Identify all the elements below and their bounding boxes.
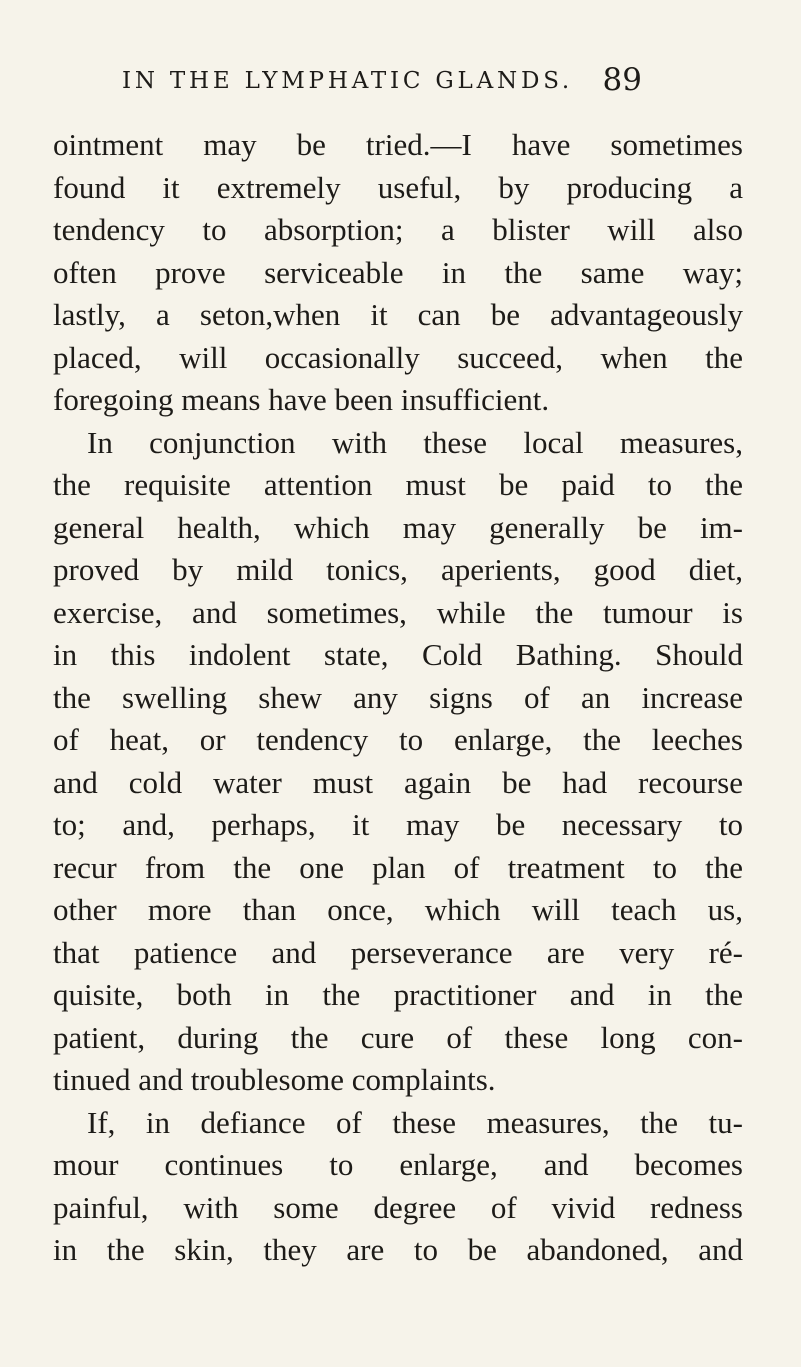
text-line: If, in defiance of these measures, the tu- [87,1104,743,1140]
text-line: general health, which may generally be im- [53,509,743,545]
text-line: In conjunction with these local measures, [87,424,743,460]
text-line: the requisite attention must be paid to the [53,467,743,502]
text-line: and cold water must again be had recourse [53,764,743,800]
text-line: in the skin, they are to be abandoned, and [53,1232,743,1267]
text-line: ointment may be tried.—I have sometimes [53,127,743,162]
text-line: often prove serviceable in the same way; [53,254,743,290]
text-line: the swelling shew any signs of an increase [53,679,743,715]
text-line: quisite, both in the practitioner and in the [53,977,743,1012]
text-line: that patience and perseverance are very ré- [53,934,743,970]
text-line: placed, will occasionally succeed, when the [53,339,743,375]
text-line: in this indolent state, Cold Bathing. Should [53,637,743,672]
text-line: proved by mild tonics, aperients, good diet, [53,552,743,587]
text-line: exercise, and sometimes, while the tumour is [53,594,743,630]
text-line: painful, with some degree of vivid redness [53,1189,743,1225]
text-line: mour continues to enlarge, and becomes [53,1147,743,1182]
text-line: to; and, perhaps, it may be necessary to [53,807,743,842]
text-line: tinued and troublesome complaints. [53,1062,496,1097]
text-line: of heat, or tendency to enlarge, the leeches [53,722,743,757]
running-title: IN THE LYMPHATIC GLANDS. [122,68,574,94]
body-text [53,124,743,1272]
text-line: foregoing means have been insufficient. [53,382,550,417]
text-line: found it extremely useful, by producing a [53,169,743,205]
page-number: 89 [602,62,642,98]
text-line: lastly, a seton,when it can be advantageously [53,297,743,332]
text-line: other more than once, which will teach us, [53,892,743,927]
text-line: recur from the one plan of treatment to the [53,849,743,885]
running-head [122,62,642,106]
text-line: tendency to absorption; a blister will also [53,212,743,247]
text-line: patient, during the cure of these long con- [53,1019,743,1055]
